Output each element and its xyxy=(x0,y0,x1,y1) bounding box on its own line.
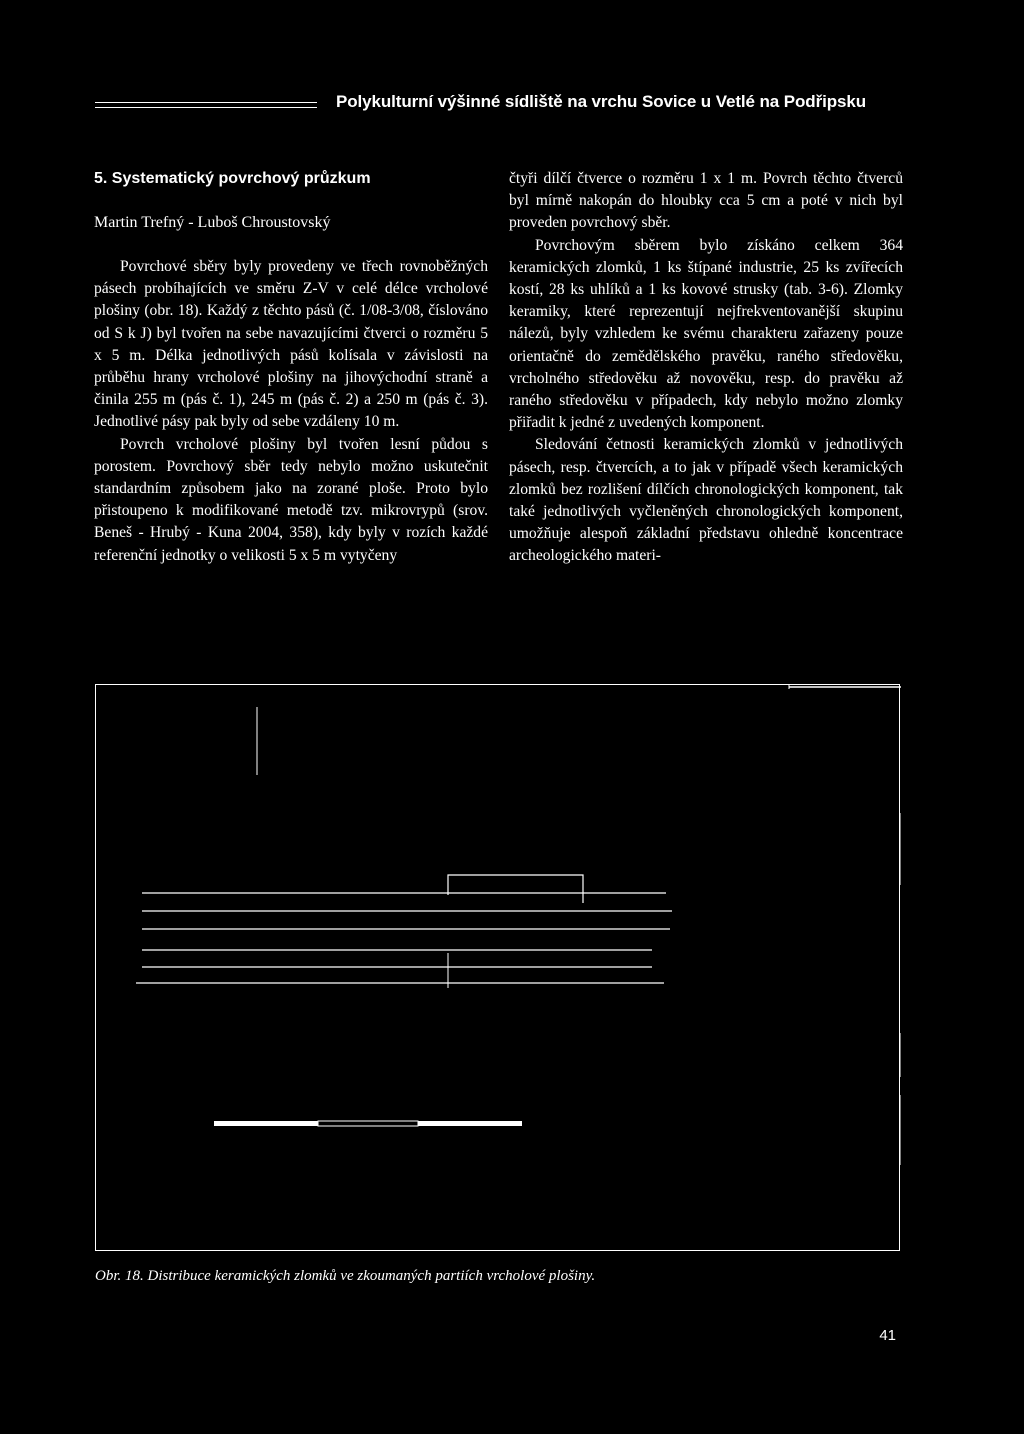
scale-bar-black xyxy=(318,1121,418,1126)
right-column xyxy=(509,168,903,568)
right-paragraph-1: čtyři dílčí čtverce o rozměru 1 x 1 m. Povrch těchto čtverců byl mírně nakopán do hloubky cca 5 cm a poté v nich byl proveden povrchový sběr. xyxy=(509,170,903,232)
scale-bar-white-1 xyxy=(214,1121,318,1126)
figure-map-drawing xyxy=(96,685,901,1252)
header-rule-top xyxy=(95,102,317,103)
running-title: Polykulturní výšinné sídliště na vrchu Sovice u Vetlé na Podřipsku xyxy=(336,92,867,111)
figure-caption: Obr. 18. Distribuce keramických zlomků ve zkoumaných partiích vrcholové plošiny. xyxy=(95,1268,596,1284)
left-column xyxy=(94,168,488,567)
section-heading: 5. Systematický povrchový průzkum xyxy=(94,170,371,187)
scale-bar-white-2 xyxy=(418,1121,522,1126)
left-paragraph-1: Povrchové sběry byly provedeny ve třech rovnoběžných pásech probíhajících ve směru Z-V v celé délce vrcholové plošiny (obr. 18). Každý z těchto pásů (č. 1/08-3/08, číslováno od S k J) byl tvořen na sebe navazujícími čtverci o rozměru 5 x 5 m. Délka jednotlivých pásů kolísala v závislosti na průběhu hrany vrcholové plošiny na jihovýchodní straně a činila 255 m (pás č. 1), 245 m (pás č. 2) a 250 m (pás č. 3). Jednotlivé pásy pak byly od sebe vzdáleny 10 m. xyxy=(94,258,488,431)
map-block-outline xyxy=(448,875,583,903)
left-paragraph-2: Povrch vrcholové plošiny byl tvořen lesní půdou s porostem. Povrchový sběr tedy nebylo možno uskutečnit standardním způsobem jako na zorané ploše. Proto bylo přistoupeno k modifikované metodě tzv. mikrovrypů (srov. Beneš - Hrubý - Kuna 2004, 358), kdy byly v rozích každé referenční jednotky o velikosti 5 x 5 m vytyčeny xyxy=(94,435,488,564)
section-authors: Martin Trefný - Luboš Chroustovský xyxy=(94,214,331,231)
right-paragraph-3: Sledování četnosti keramických zlomků v jednotlivých pásech, resp. čtvercích, a to jak v případě všech keramických zlomků bez rozlišení dílčích chronologických komponent, tak také jednotlivých vyčleněných chronologických komponent, umožňuje alespoň základní představu ohledně koncentrace archeologického materi- xyxy=(509,436,903,565)
page-number: 41 xyxy=(879,1327,896,1344)
header-rule-bottom xyxy=(95,107,317,108)
figure-map xyxy=(95,684,900,1251)
right-paragraph-2: Povrchovým sběrem bylo získáno celkem 364 keramických zlomků, 1 ks štípané industrie, 25 ks zvířecích kostí, 28 ks uhlíků a 1 ks kovové strusky (tab. 3-6). Zlomky keramiky, které reprezentují nejfrekventovanější skupinu nálezů, byly vzhledem ke svému charakteru zařazeny pouze orientačně do zemědělského pravěku, raného středověku, vrcholného středověku až novověku, resp. do pravěku až raného středověku v případech, kdy nebylo možno zlomky přiřadit k jedné z uvedených komponent. xyxy=(509,236,903,432)
